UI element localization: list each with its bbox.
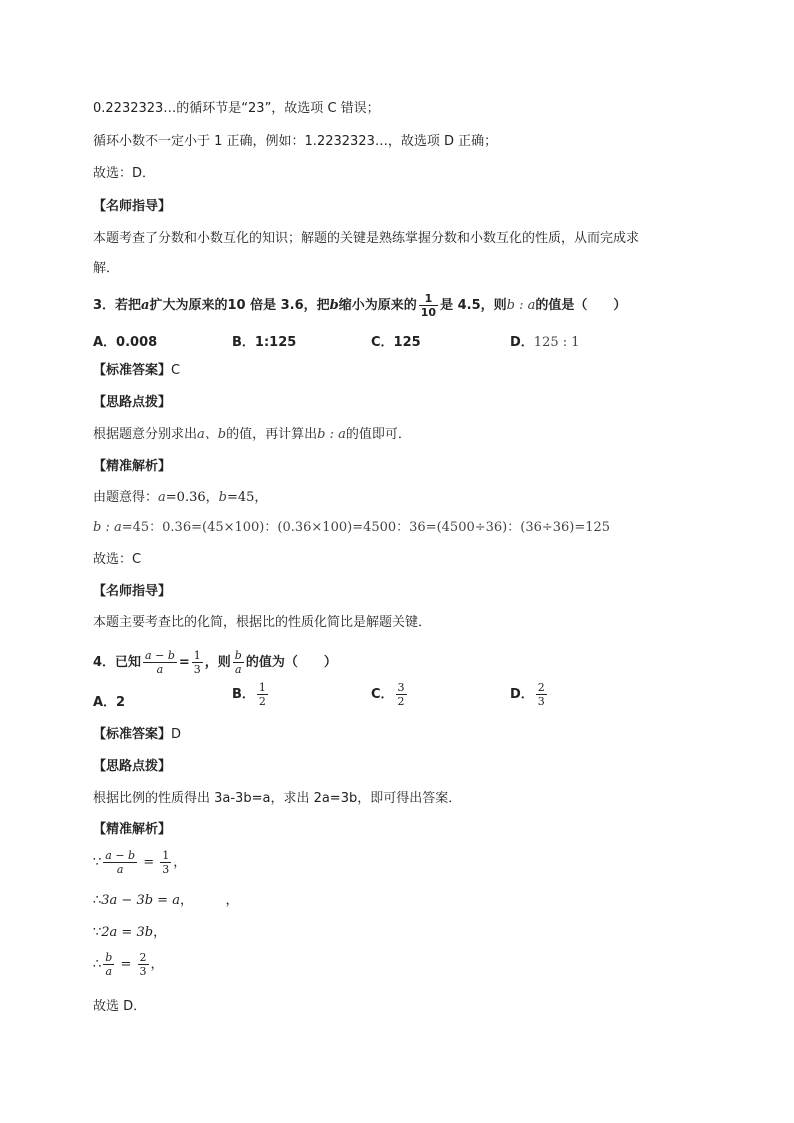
- option-d: D． $\frac{2}{3}$: [510, 681, 545, 708]
- solution-step: ∴ $\frac{b}{a}$ = $\frac{2}{3}$ ，: [93, 951, 164, 978]
- text-line: 故选：C: [93, 552, 142, 567]
- section-tag: 【思路点拨】: [93, 395, 172, 410]
- text-line: 本题考查了分数和小数互化的知识；解题的关键是熟练掌握分数和小数互化的性质，从而完成求: [93, 231, 640, 246]
- question-3-stem: 3．若把a扩大为原来的10 倍是 3.6，把b缩小为原来的 $\frac{1}{10}$ 是 4.5，则b : a的值是（ ）: [93, 292, 627, 319]
- fraction: $\frac{a - b}{a}$: [105, 849, 136, 876]
- text-line: 故选 D．: [93, 999, 147, 1014]
- option-d: D．125 : 1: [510, 335, 580, 350]
- fraction: $\frac{1}{2}$: [258, 681, 266, 708]
- text-line: 循环小数不一定小于 1 正确，例如：1.2232323…，故选项 D 正确；: [93, 134, 498, 149]
- section-tag: 【精准解析】: [93, 822, 172, 837]
- option-c: C． $\frac{3}{2}$: [371, 681, 405, 708]
- answer-line: 【标准答案】C: [93, 363, 181, 378]
- section-tag: 【精准解析】: [93, 459, 172, 474]
- question-4-stem: 4．已知 $\frac{a - b}{a}$ = $\frac{1}{3}$ ，则 $\frac{b}{a}$ 的值为（ ）: [93, 649, 337, 676]
- text-line: 故选：D．: [93, 166, 156, 181]
- text-line: 根据比例的性质得出 3a-3b=a，求出 2a=3b，即可得出答案．: [93, 791, 462, 806]
- answer-line: 【标准答案】D: [93, 727, 182, 742]
- fraction: $\frac{3}{2}$: [397, 681, 405, 708]
- solution-step: ∵2a = 3b，: [93, 925, 167, 940]
- text-line: 0.2232323…的循环节是“23”，故选项 C 错误；: [93, 101, 380, 116]
- fraction: $\frac{2}{3}$: [537, 681, 545, 708]
- text-line: 根据题意分别求出a、b的值，再计算出b : a的值即可．: [93, 427, 411, 442]
- text-line: 由题意得：a=0.36，b=45，: [93, 490, 268, 505]
- option-c: C．125: [371, 335, 421, 350]
- solution-step: ∴3a − 3b = a， ，: [93, 893, 239, 908]
- option-a: A．0.008: [93, 335, 158, 350]
- text-line: 本题主要考查比的化简，根据比的性质化简比是解题关键．: [93, 615, 432, 630]
- option-b: B． $\frac{1}{2}$: [232, 681, 266, 708]
- fraction: $\frac{1}{3}$: [162, 849, 170, 876]
- text-line: b : a=45：0.36=(45×100)：(0.36×100)=4500：36=(4500÷36)：(36÷36)=125: [93, 520, 611, 535]
- fraction: $\frac{a - b}{a}$: [145, 649, 175, 676]
- text-line: 解．: [93, 261, 120, 276]
- fraction: $\frac{b}{a}$: [234, 649, 242, 676]
- fraction: $\frac{1}{3}$: [193, 649, 201, 676]
- fraction: $\frac{2}{3}$: [139, 951, 147, 978]
- fraction: $\frac{1}{10}$: [420, 292, 437, 319]
- solution-step: ∵ $\frac{a - b}{a}$ = $\frac{1}{3}$ ，: [93, 849, 187, 876]
- section-tag: 【思路点拨】: [93, 759, 172, 774]
- option-b: B．1:125: [232, 335, 297, 350]
- option-a: A．2: [93, 695, 126, 710]
- fraction: $\frac{b}{a}$: [105, 951, 113, 978]
- section-tag: 【名师指导】: [93, 584, 172, 599]
- section-tag: 【名师指导】: [93, 199, 172, 214]
